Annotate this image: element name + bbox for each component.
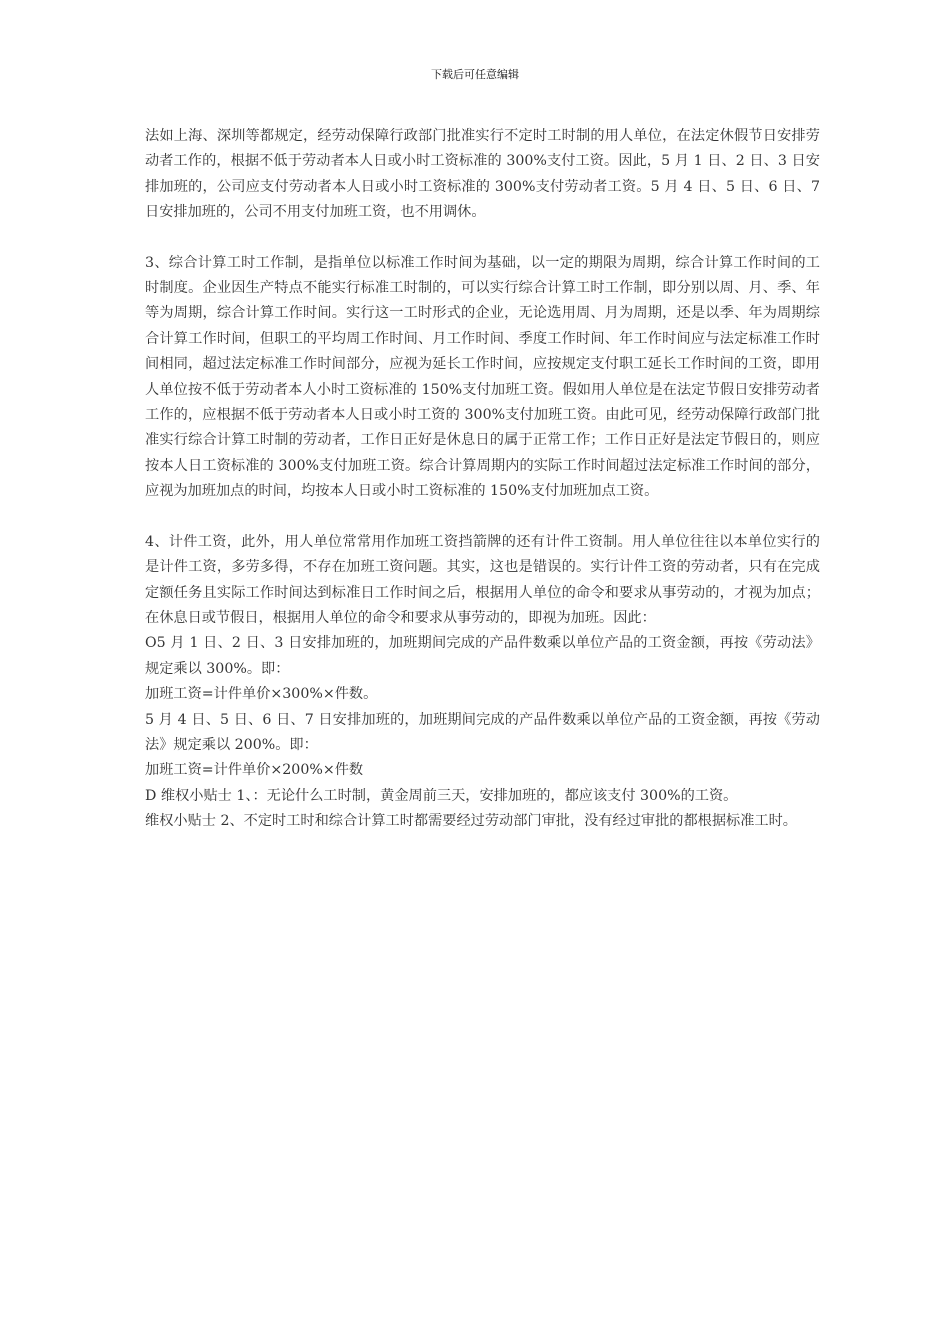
paragraph-comprehensive-hours: 3、综合计算工时工作制，是指单位以标准工作时间为基础，以一定的期限为周期，综合计算工作时间的工时制度。企业因生产特点不能实行标准工时制的，可以实行综合计算工时工作制，即分别以周、月、季、年等为周期，综合计算工作时间。实行这一工时形式的企业，无论选用周、月为周期，还是以季、年为周期综合计算工作时间，但职工的平均周工作时间、月工作时间、季度工作时间、年工作时间应与法定标准工作时间相同，超过法定标准工作时间部分，应视为延长工作时间，应按规定支付职工延长工作时间的工资，即用人单位按不低于劳动者本人小时工资标准的 150%支付加班工资。假如用人单位是在法定节假日安排劳动者工作的，应根据不低于劳动者本人日或小时工资的 300%支付加班工资。由此可见，经劳动保障行政部门批准实行综合计算工时制的劳动者，工作日正好是休息日的属于正常工作；工作日正好是法定节假日的，则应按本人日工资标准的 300%支付加班工资。综合计算周期内的实际工作时间超过法定标准工作时间的部分，应视为加班加点的时间，均按本人日或小时工资标准的 150%支付加班加点工资。 xyxy=(145,254,820,500)
paragraph-may-4-7: 5 月 4 日、5 日、6 日、7 日安排加班的，加班期间完成的产品件数乘以单位产品的工资金额，再按《劳动法》规定乘以 200%。即： xyxy=(145,711,820,753)
tip-2: 维权小贴士 2、不定时工时和综合计算工时都需要经过劳动部门审批，没有经过审批的都根据标准工时。 xyxy=(145,813,797,830)
page-header: 下载后可任意编辑 xyxy=(431,68,519,81)
formula-200: 加班工资=计件单价×200%×件数 xyxy=(145,762,364,779)
formula-300: 加班工资=计件单价×300%×件数。 xyxy=(145,686,378,703)
paragraph-spacer xyxy=(145,505,820,530)
paragraph-holiday-pay: 法如上海、深圳等都规定，经劳动保障行政部门批准实行不定时工时制的用人单位，在法定休假节日安排劳动者工作的，根据不低于劳动者本人日或小时工资标准的 300%支付工资。因此，5 月 1 日、2 日、3 日安排加班的，公司应支付劳动者本人日或小时工资标准的 300%支付劳动者工资。5 月 4 日、5 日、6 日、7 日安排加班的，公司不用支付加班工资，也不用调休。 xyxy=(145,128,820,221)
paragraph-may-1-3: O5 月 1 日、2 日、3 日安排加班的，加班期间完成的产品件数乘以单位产品的工资金额，再按《劳动法》规定乘以 300%。即： xyxy=(145,635,820,677)
tip-1: D 维权小贴士 1、：无论什么工时制，黄金周前三天，安排加班的，都应该支付 300%的工资。 xyxy=(145,787,738,804)
paragraph-piece-rate: 4、计件工资，此外，用人单位常常用作加班工资挡箭牌的还有计件工资制。用人单位往往以本单位实行的是计件工资，多劳多得，不存在加班工资问题。其实，这也是错误的。实行计件工资的劳动者，只有在完成定额任务且实际工作时间达到标准日工作时间之后，根据用人单位的命令和要求从事劳动的，才视为加点；在休息日或节假日，根据用人单位的命令和要求从事劳动的，即视为加班。因此： xyxy=(145,533,820,626)
paragraph-spacer xyxy=(145,226,820,251)
document-body xyxy=(145,124,820,835)
